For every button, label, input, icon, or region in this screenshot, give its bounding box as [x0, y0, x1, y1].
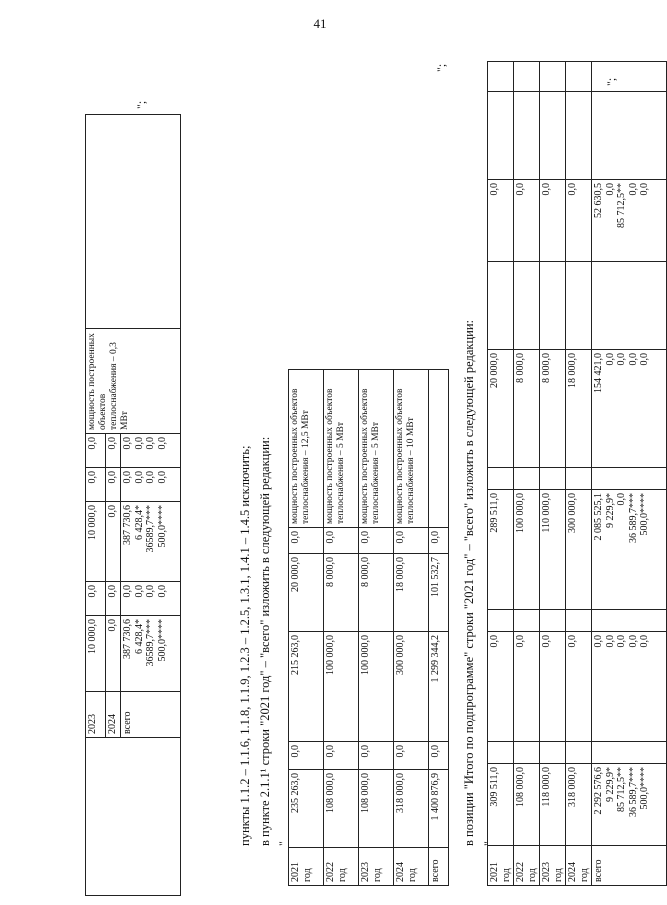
- total-label: всего: [121, 692, 181, 738]
- table-row: 2021 год 235 263,0 0,0 215 263,0 20 000,0 0,0 мощность построенных объектов теплоснабжения – 12,5 МВт: [289, 370, 324, 886]
- table-row: всего 387 730,6 6 428,4* 36589,7*** 500,0**** 0,0 0,0 0,0 0,0 387 730,6 6 428,4* 36589,7*** 500,0**** 0,0 0,0 0,0 0,0 0,0 0,0 0,0 0,0: [121, 115, 181, 896]
- year-cell: 2023: [86, 692, 106, 738]
- year-cell: 2022 год: [514, 846, 540, 886]
- table-1: [85, 114, 181, 896]
- instruction-line-1: пункты 1.1.2 – 1.1.6, 1.1.8, 1.1.9, 1.2.3 – 1.2.5, 1.3.1, 1.4.1 – 1.4.5 исключить;: [238, 445, 252, 846]
- rotated-page-content: [14, 16, 650, 896]
- year-cell: 2024: [106, 692, 121, 738]
- page-number: 41: [313, 16, 327, 31]
- indicator-cell: мощность построенных объектов теплоснабжения – 0,3 МВт: [86, 329, 181, 434]
- closing-quote-3: ";: [604, 77, 618, 86]
- indicator-cell: мощность построенных объектов теплоснабжения – 12,5 МВт: [289, 370, 324, 528]
- year-cell: 2023 год: [540, 846, 566, 886]
- indicator-cell: мощность построенных объектов теплоснабжения – 5 МВт: [359, 370, 394, 528]
- year-cell: 2021 год: [488, 846, 514, 886]
- year-cell: 2024 год: [394, 848, 429, 886]
- table-row: всего 1 400 876,9 0,0 1 299 344,2 101 532,7 0,0: [429, 370, 449, 886]
- instruction-line-3: в позиции "Итого по подпрограмме" строки "2021 год" – "всего" изложить в следующей редакции:: [462, 320, 476, 846]
- table-3: [487, 61, 667, 886]
- instruction-line-2: в пункте 2.1.1¹ строки "2021 год" – "всего" изложить в следующей редакции:: [258, 436, 272, 846]
- table-2-block: [288, 369, 449, 886]
- total-label: всего: [592, 846, 667, 886]
- year-cell: 2021 год: [289, 848, 324, 886]
- total-label: всего: [429, 848, 449, 886]
- indicator-cell: мощность построенных объектов теплоснабжения – 10 МВт: [394, 370, 429, 528]
- year-cell: 2022 год: [324, 848, 359, 886]
- year-cell: 2023 год: [359, 848, 394, 886]
- table-row: 2023 год 108 000,0 0,0 100 000,0 8 000,0 0,0 мощность построенных объектов теплоснабжения – 5 МВт: [359, 370, 394, 886]
- table-row: 2024 0,0 0,0 0,0 0,0 0,0: [106, 115, 121, 896]
- table-row: всего 2 292 576,6 9 229,9* 85 712,5** 36 589,7*** 500,0**** 0,0 0,0 0,0 0,0 0,0 2 085 525,1 9 229,9* 0,0 36 589,7*** 500,0**** 154 421,0 0,0 0,0 0,0 0,0 52 630,5 0,0 85 712,5** 0,0 0,0: [592, 62, 667, 886]
- table-row: 2023 10 000,0 0,0 10 000,0 0,0 0,0 мощность построенных объектов теплоснабжения – 0,3 МВт: [86, 115, 106, 896]
- table-row: 2023 год 118 000,0 0,0 110 000,0 8 000,0 0,0: [540, 62, 566, 886]
- opening-quote-2: ": [276, 841, 290, 846]
- table-row: 2024 год 318 000,0 0,0 300 000,0 18 000,0 0,0: [566, 62, 592, 886]
- year-cell: 2024 год: [566, 846, 592, 886]
- table-row: 2022 год 108 000,0 0,0 100 000,0 8 000,0 0,0 мощность построенных объектов теплоснабжения – 5 МВт: [324, 370, 359, 886]
- table-3-block: [487, 61, 667, 886]
- indicator-cell: мощность построенных объектов теплоснабжения – 5 МВт: [324, 370, 359, 528]
- table-1-block: [85, 114, 181, 896]
- table-row: 2022 год 108 000,0 0,0 100 000,0 8 000,0 0,0: [514, 62, 540, 886]
- table-row: 2024 год 318 000,0 0,0 300 000,0 18 000,0 0,0 мощность построенных объектов теплоснабжения – 10 МВт: [394, 370, 429, 886]
- table-row: 2021 год 309 511,0 0,0 289 511,0 20 000,0 0,0: [488, 62, 514, 886]
- closing-quote-1: ";: [134, 100, 148, 109]
- table-2: [288, 369, 449, 886]
- closing-quote-2: ";: [434, 63, 448, 72]
- opening-quote-3: ": [481, 841, 495, 846]
